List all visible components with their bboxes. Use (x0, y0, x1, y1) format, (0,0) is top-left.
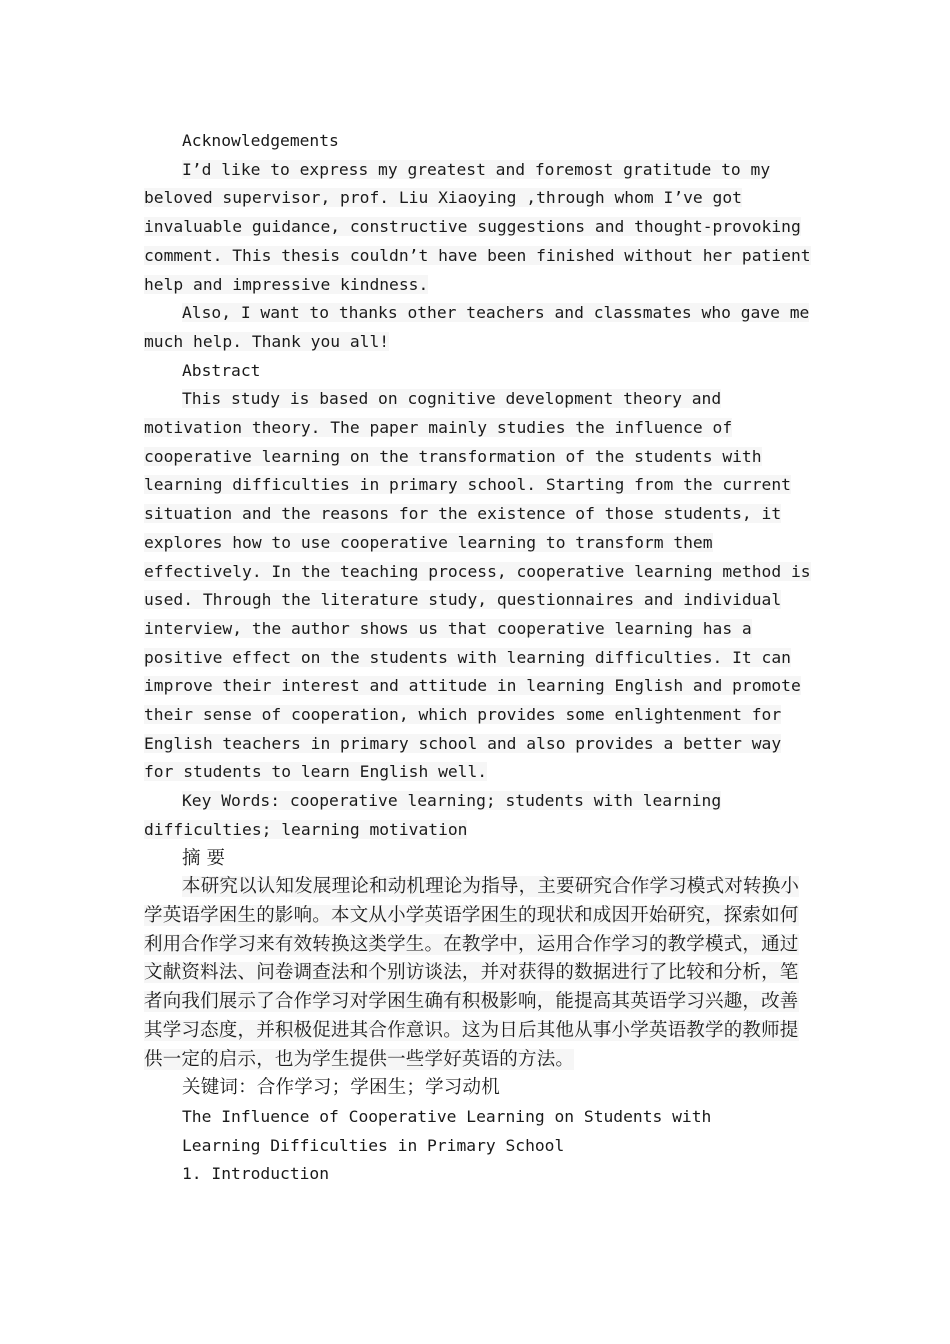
acknowledgements-heading: Acknowledgements (182, 131, 339, 150)
chinese-abstract-keywords: 关键词：合作学习；学困生；学习动机 (182, 1077, 500, 1099)
abstract-keywords: Key Words: cooperative learning; students with learning difficulties; learning motivation (144, 791, 722, 839)
chinese-abstract-body: 本研究以认知发展理论和动机理论为指导，主要研究合作学习模式对转换小学英语学困生的影响。本文从小学英语学困生的现状和成因开始研究，探索如何利用合作学习来有效转换这类学生。在教学中，运用合作学习的教学模式，通过文献资料法、问卷调查法和个别访谈法，并对获得的数据进行了比较和分析，笔者向我们展示了合作学习对学困生确有积极影响，能提高其英语学习兴趣，改善其学习态度，并积极促进其合作意识。这为日后其他从事小学英语教学的教师提供一定的启示，也为学生提供一些学好英语的方法。 (144, 876, 800, 1070)
acknowledgements-paragraph-1: I’d like to express my greatest and foremost gratitude to my beloved supervisor, prof. Liu Xiaoying ,through whom I’ve got invaluable guidance, constructive suggestions and thought-provoking comment. This thesis couldn’t have been finished without her patient help and impressive kindness. (144, 159, 811, 294)
thesis-title-line-1: The Influence of Cooperative Learning on Students with (182, 1106, 712, 1126)
abstract-body: This study is based on cognitive development theory and motivation theory. The paper mainly studies the influence of cooperative learning on the transformation of the students with learning difficulties in primary school. Starting from the current situation and the reasons for the existence of those students, it explores how to use cooperative learning to transform them effectively. In the teaching process, cooperative learning method is used. Through the literature study, questionnaires and individual interview, the author shows us that cooperative learning has a positive effect on the students with learning difficulties. It can improve their interest and attitude in learning English and promote their sense of cooperation, which provides some enlightenment for English teachers in primary school and also provides a better way for students to learn English well. (144, 389, 811, 782)
thesis-title-line-2: Learning Difficulties in Primary School (182, 1135, 565, 1155)
document-page (144, 127, 814, 1189)
acknowledgements-paragraph-2: Also, I want to thanks other teachers and classmates who gave me much help. Thank you all! (144, 303, 810, 351)
abstract-heading: Abstract (182, 360, 261, 380)
chinese-abstract-heading: 摘要 (182, 847, 232, 869)
section-introduction-heading: 1. Introduction (182, 1164, 330, 1184)
